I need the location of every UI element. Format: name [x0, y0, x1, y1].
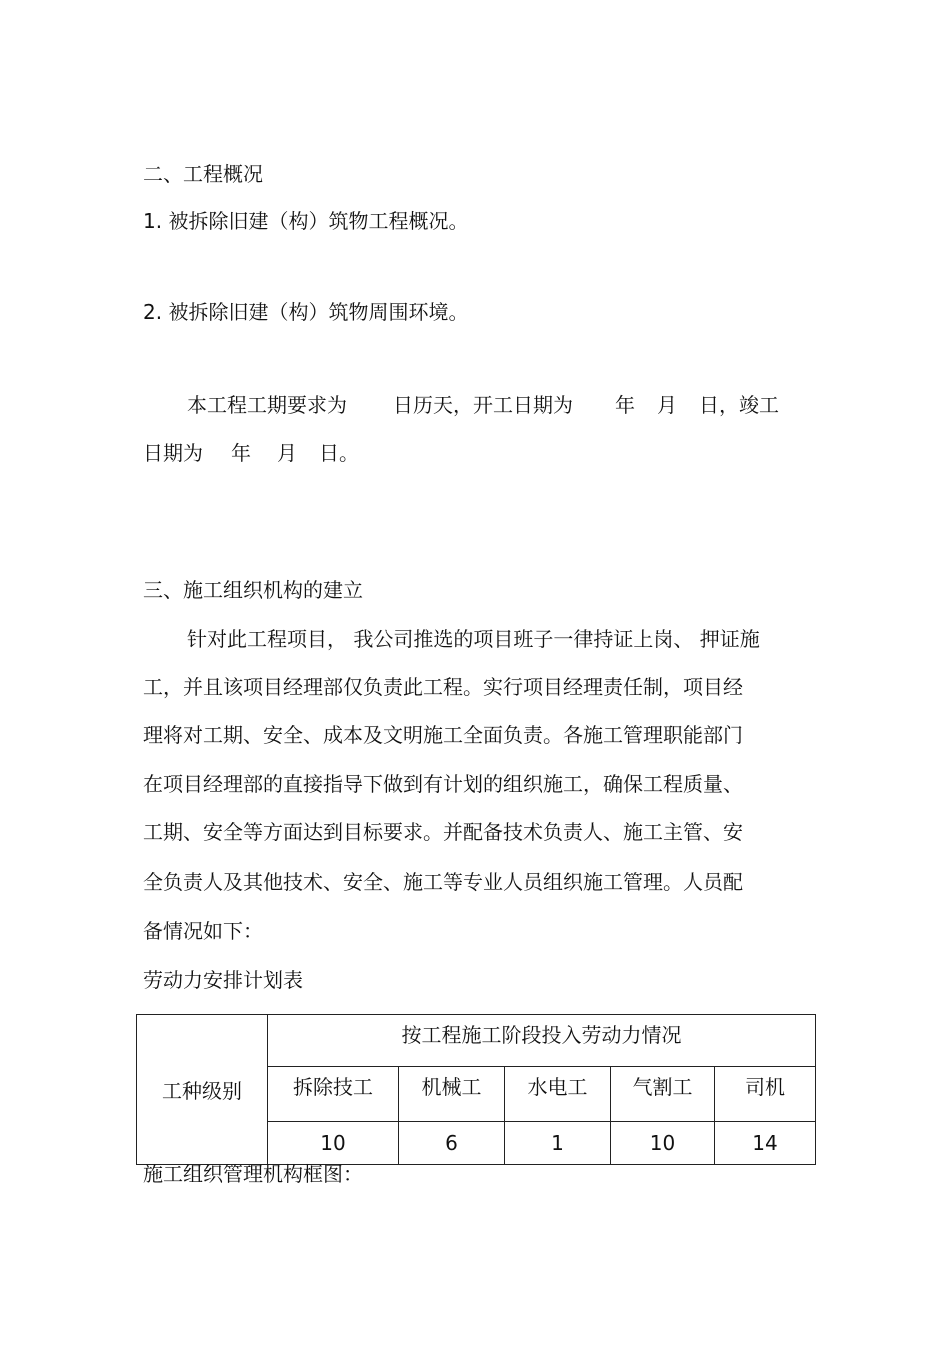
column-header-cell: 拆除技工 — [268, 1067, 399, 1122]
value-cell: 10 — [268, 1122, 399, 1165]
labor-plan-table — [136, 1014, 816, 1165]
column-header-cell: 气割工 — [611, 1067, 715, 1122]
schedule-text: 月 — [657, 393, 677, 417]
section2-item2: 2. 被拆除旧建（构）筑物周围环境。 — [143, 300, 469, 324]
schedule-text: 年 — [231, 441, 251, 465]
schedule-text: 年 — [615, 393, 635, 417]
column-header-cell: 司机 — [715, 1067, 816, 1122]
schedule-text: 日历天，开工日期为 — [393, 393, 573, 417]
schedule-line1 — [187, 391, 779, 419]
group-header-cell: 按工程施工阶段投入劳动力情况 — [268, 1015, 816, 1067]
schedule-text: 日。 — [319, 441, 359, 465]
schedule-text: 本工程工期要求为 — [187, 393, 347, 417]
column-header-cell: 机械工 — [399, 1067, 505, 1122]
paragraph-line: 理将对工期、安全、成本及文明施工全面负责。各施工管理职能部门 — [143, 723, 743, 747]
value-cell: 1 — [505, 1122, 611, 1165]
section3-heading: 三、施工组织机构的建立 — [143, 578, 363, 602]
value-cell: 14 — [715, 1122, 816, 1165]
paragraph-line: 针对此工程项目， 我公司推选的项目班子一律持证上岗、 押证施 — [187, 627, 760, 651]
table-title: 劳动力安排计划表 — [143, 968, 303, 992]
paragraph-line: 备情况如下： — [143, 919, 263, 943]
schedule-line2 — [143, 439, 359, 467]
section2-heading: 二、工程概况 — [143, 162, 263, 186]
column-header-cell: 水电工 — [505, 1067, 611, 1122]
value-cell: 10 — [611, 1122, 715, 1165]
paragraph-line: 工，并且该项目经理部仅负责此工程。实行项目经理责任制，项目经 — [143, 675, 743, 699]
value-cell: 6 — [399, 1122, 505, 1165]
row-header-cell: 工种级别 — [137, 1015, 268, 1165]
paragraph-line: 在项目经理部的直接指导下做到有计划的组织施工，确保工程质量、 — [143, 772, 743, 796]
paragraph-line: 全负责人及其他技术、安全、施工等专业人员组织施工管理。人员配 — [143, 870, 743, 894]
org-chart-caption: 施工组织管理机构框图： — [143, 1162, 363, 1186]
schedule-text: 月 — [277, 441, 297, 465]
schedule-text: 日期为 — [143, 441, 203, 465]
schedule-text: 日，竣工 — [699, 393, 779, 417]
paragraph-line: 工期、安全等方面达到目标要求。并配备技术负责人、施工主管、安 — [143, 820, 743, 844]
section2-item1: 1. 被拆除旧建（构）筑物工程概况。 — [143, 209, 469, 233]
